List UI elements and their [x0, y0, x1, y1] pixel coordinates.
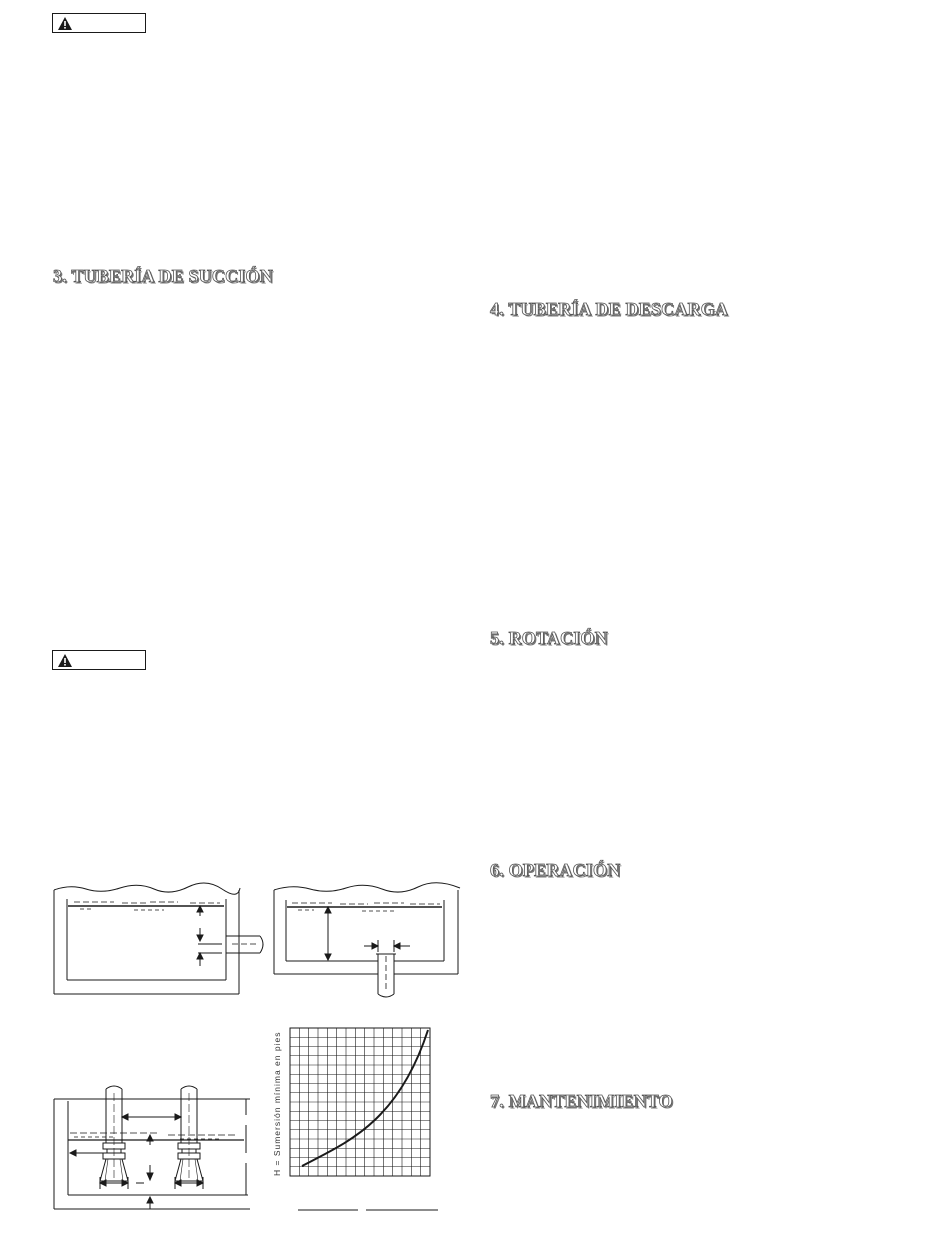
submergence-curve	[302, 1030, 428, 1166]
chart-grid	[290, 1028, 430, 1176]
bottom-suction-tank-diagram	[270, 882, 470, 1002]
warning-triangle-icon	[58, 654, 72, 667]
section-heading-operation: 6. OPERACIÓN	[490, 860, 621, 880]
section-heading-maintenance: 7. MANTENIMIENTO	[490, 1091, 673, 1111]
side-suction-tank-diagram	[50, 882, 270, 998]
section-heading-discharge: 4. TUBERÍA DE DESCARGA	[490, 299, 729, 319]
submergence-chart	[268, 1024, 450, 1220]
chart-y-axis-label: H = Sumersión mínima en pies	[272, 1031, 282, 1176]
section-heading-suction: 3. TUBERÍA DE SUCCIÓN	[53, 266, 273, 286]
section-heading-rotation: 5. ROTACIÓN	[490, 628, 608, 648]
warning-box-top	[52, 13, 146, 33]
warning-triangle-icon	[58, 17, 72, 30]
warning-box-bottom	[52, 650, 146, 670]
suction-bells-pit-diagram	[50, 1085, 260, 1215]
